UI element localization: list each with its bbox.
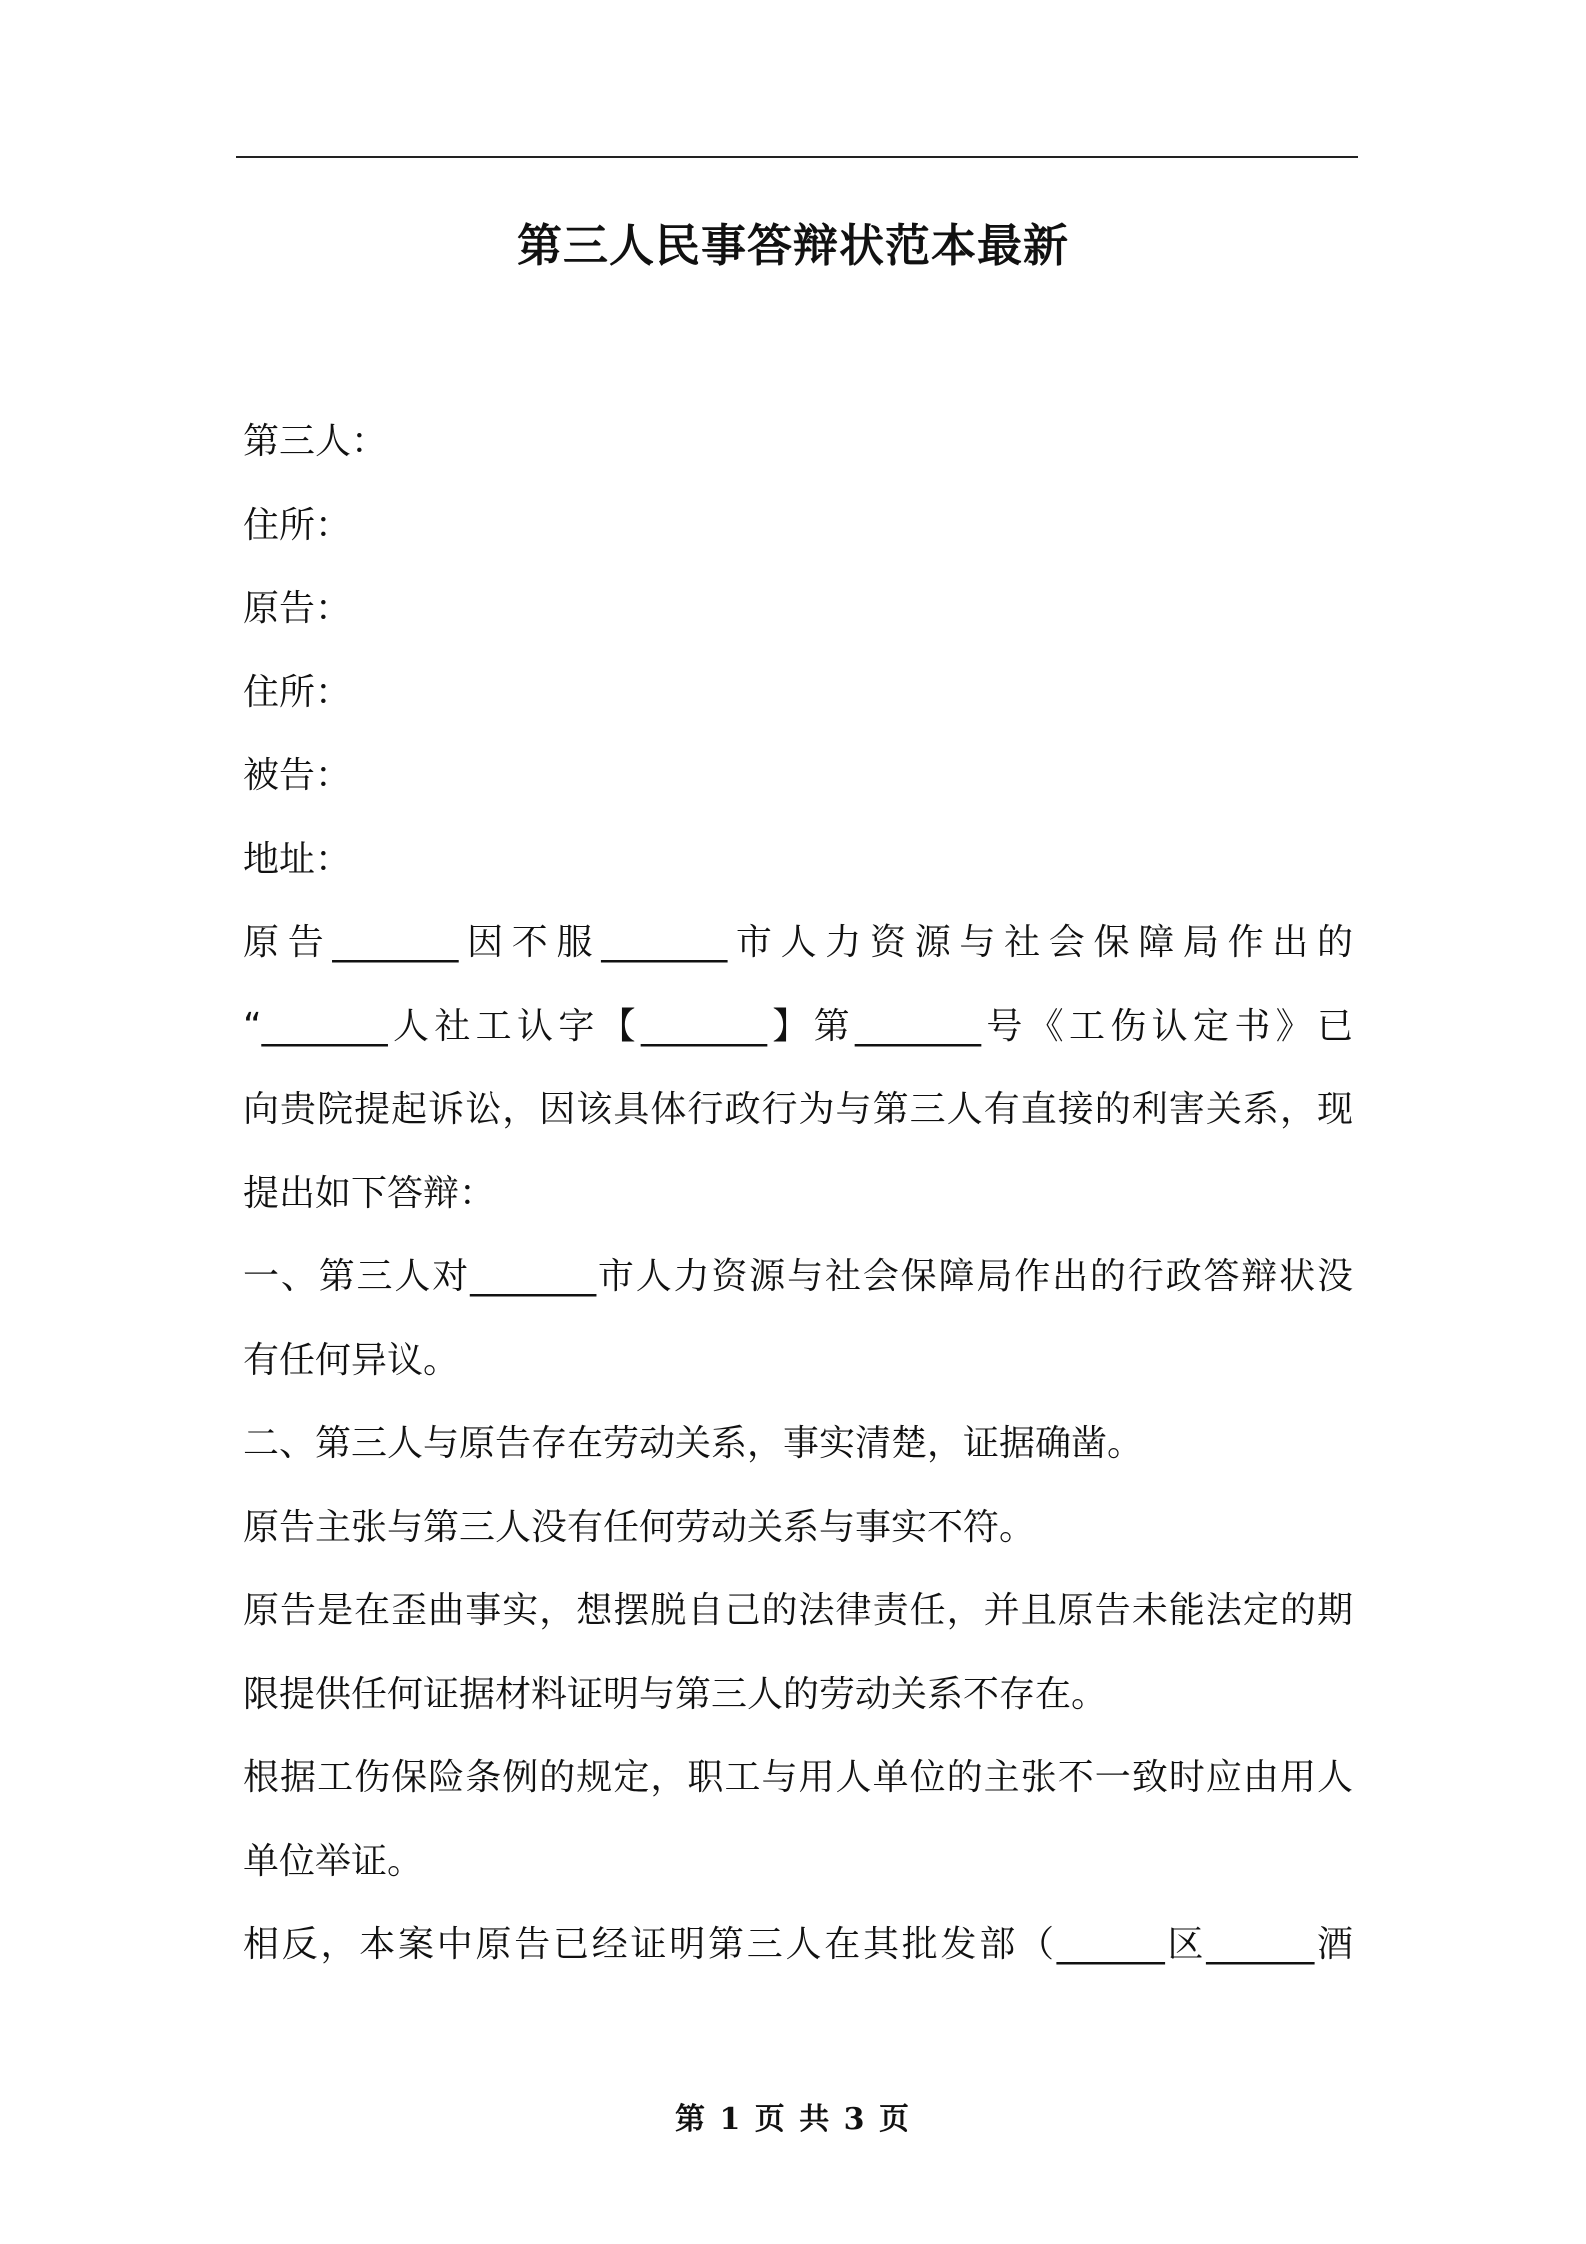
field-plaintiff: 原告： [243, 588, 352, 629]
header-rule [236, 156, 1358, 158]
body-line: 单位举证。 [243, 1840, 424, 1882]
document-body [243, 400, 1353, 1987]
document-title: 第三人民事答辩状范本最新 [516, 219, 1069, 272]
body-line: 二、第三人与原告存在劳动关系，事实清楚，证据确凿。 [243, 1423, 1144, 1464]
body-line: 有任何异议。 [243, 1339, 460, 1381]
page-number-footer: 第 1 页 共 3 页 [675, 2102, 911, 2137]
body-line: 提出如下答辩： [243, 1172, 496, 1214]
body-line: “_______人社工认字【_______】第_______号《工伤认定书》已 [243, 1005, 1353, 1047]
field-third-party: 第三人： [243, 421, 388, 462]
body-line: 原告主张与第三人没有任何劳动关系与事实不符。 [243, 1506, 1036, 1548]
field-defendant: 被告： [243, 755, 352, 796]
body-line: 向贵院提起诉讼，因该具体行政行为与第三人有直接的利害关系，现 [243, 1089, 1353, 1130]
field-third-party-address: 住所： [243, 504, 352, 546]
body-line: 一、第三人对_______市人力资源与社会保障局作出的行政答辩状没 [243, 1256, 1353, 1297]
body-line: 原告_______因不服_______市人力资源与社会保障局作出的 [243, 922, 1353, 963]
body-line: 限提供任何证据材料证明与第三人的劳动关系不存在。 [243, 1673, 1108, 1715]
field-defendant-address: 地址： [243, 838, 352, 880]
field-plaintiff-address: 住所： [243, 671, 352, 713]
body-line: 根据工伤保险条例的规定，职工与用人单位的主张不一致时应由用人 [243, 1757, 1353, 1798]
body-line: 相反，本案中原告已经证明第三人在其批发部（______区______酒 [243, 1924, 1353, 1965]
body-line: 原告是在歪曲事实，想摆脱自己的法律责任，并且原告未能法定的期 [243, 1590, 1353, 1631]
